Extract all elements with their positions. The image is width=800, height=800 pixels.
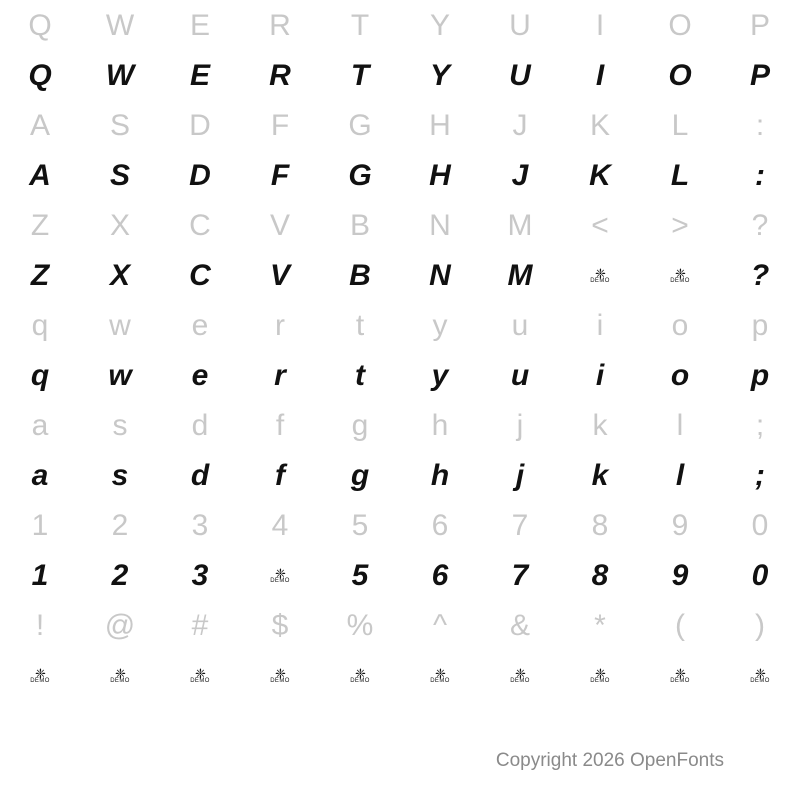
sample-glyph: U: [509, 59, 531, 92]
sample-row: [0, 152, 800, 200]
sample-glyph: t: [355, 359, 365, 392]
sample-glyph: ;: [755, 459, 765, 492]
reference-glyph: a: [31, 409, 49, 442]
reference-glyph: Z: [30, 209, 50, 242]
copyright-notice: Copyright 2026 OpenFonts: [495, 750, 724, 771]
sample-glyph: 2: [111, 559, 129, 592]
reference-glyph: @: [104, 609, 136, 642]
reference-glyph: %: [346, 609, 374, 642]
reference-glyph: p: [751, 309, 769, 342]
reference-glyph: j: [516, 409, 524, 442]
demo-flower-icon: ❈: [435, 666, 445, 681]
demo-label: DEMO: [430, 678, 450, 684]
sample-glyph: a: [31, 459, 49, 492]
sample-glyph: Z: [30, 259, 50, 292]
sample-glyph: 0: [751, 559, 769, 592]
sample-glyph: M: [507, 259, 533, 292]
sample-glyph: Q: [28, 59, 52, 92]
reference-glyph: t: [355, 309, 365, 342]
sample-row: [0, 652, 800, 700]
reference-glyph: ;: [755, 409, 765, 442]
demo-watermark-icon: [80, 652, 160, 700]
reference-glyph: D: [189, 109, 211, 142]
reference-glyph: d: [191, 409, 209, 442]
sample-glyph: i: [595, 359, 605, 392]
reference-glyph: T: [350, 9, 370, 42]
sample-glyph: f: [275, 459, 285, 492]
sample-glyph: W: [105, 59, 135, 92]
sample-glyph: 6: [431, 559, 449, 592]
sample-glyph: ?: [750, 259, 770, 292]
reference-glyph: V: [269, 209, 290, 242]
sample-glyph: l: [675, 459, 685, 492]
demo-watermark-icon: [480, 652, 560, 700]
reference-glyph: 4: [271, 509, 289, 542]
sample-glyph: k: [591, 459, 609, 492]
reference-row: [0, 100, 800, 152]
sample-glyph: :: [755, 159, 765, 192]
sample-glyph: K: [589, 159, 611, 192]
sample-glyph: g: [350, 459, 370, 492]
reference-glyph: H: [429, 109, 451, 142]
sample-glyph: e: [191, 359, 209, 392]
sample-glyph: H: [429, 159, 451, 192]
demo-watermark-icon: [240, 652, 320, 700]
reference-glyph: f: [275, 409, 285, 442]
demo-watermark-icon: [240, 552, 320, 600]
sample-glyph: 5: [351, 559, 369, 592]
demo-flower-icon: ❈: [195, 666, 205, 681]
demo-watermark-icon: [400, 652, 480, 700]
sample-glyph: V: [269, 259, 290, 292]
reference-glyph: ): [755, 609, 765, 642]
reference-row: [0, 200, 800, 252]
demo-label: DEMO: [350, 678, 370, 684]
reference-glyph: <: [591, 209, 609, 242]
demo-label: DEMO: [510, 678, 530, 684]
sample-glyph: X: [109, 259, 130, 292]
reference-row: [0, 500, 800, 552]
demo-watermark-icon: [560, 252, 640, 300]
demo-label: DEMO: [30, 678, 50, 684]
sample-glyph: E: [189, 59, 210, 92]
sample-glyph: P: [749, 59, 770, 92]
sample-glyph: d: [190, 459, 210, 492]
demo-watermark-icon: [0, 652, 80, 700]
reference-glyph: L: [671, 109, 689, 142]
reference-glyph: &: [509, 609, 530, 642]
demo-label: DEMO: [750, 678, 770, 684]
reference-glyph: 5: [351, 509, 369, 542]
reference-glyph: g: [351, 409, 369, 442]
reference-glyph: K: [589, 109, 610, 142]
reference-glyph: !: [35, 609, 45, 642]
reference-glyph: A: [29, 109, 50, 142]
reference-glyph: y: [432, 309, 448, 342]
reference-glyph: P: [749, 9, 770, 42]
sample-glyph: s: [111, 459, 129, 492]
sample-glyph: 3: [191, 559, 209, 592]
reference-glyph: U: [509, 9, 531, 42]
reference-glyph: *: [594, 609, 606, 642]
demo-flower-icon: ❈: [675, 666, 685, 681]
reference-glyph: B: [349, 209, 370, 242]
reference-glyph: G: [348, 109, 372, 142]
sample-glyph: 8: [591, 559, 609, 592]
sample-glyph: T: [350, 59, 370, 92]
reference-glyph: k: [592, 409, 608, 442]
sample-glyph: 7: [511, 559, 529, 592]
reference-glyph: r: [275, 309, 285, 342]
demo-watermark-icon: [720, 652, 800, 700]
sample-glyph: q: [30, 359, 50, 392]
reference-glyph: I: [595, 9, 605, 42]
demo-watermark-icon: [640, 652, 720, 700]
sample-glyph: C: [189, 259, 211, 292]
reference-glyph: w: [109, 309, 131, 342]
reference-glyph: 1: [31, 509, 49, 542]
reference-glyph: (: [675, 609, 685, 642]
sample-row: [0, 252, 800, 300]
sample-glyph: N: [429, 259, 451, 292]
sample-glyph: B: [349, 259, 371, 292]
reference-glyph: 7: [511, 509, 529, 542]
demo-flower-icon: ❈: [675, 266, 685, 281]
sample-glyph: o: [670, 359, 690, 392]
reference-glyph: C: [189, 209, 211, 242]
reference-glyph: 6: [431, 509, 449, 542]
sample-glyph: F: [270, 159, 290, 192]
sample-glyph: I: [595, 59, 605, 92]
reference-glyph: 9: [671, 509, 689, 542]
reference-glyph: ^: [432, 609, 448, 642]
sample-glyph: p: [750, 359, 770, 392]
reference-row: [0, 600, 800, 652]
reference-glyph: E: [189, 9, 210, 42]
reference-glyph: ?: [751, 209, 769, 242]
demo-watermark-icon: [320, 652, 400, 700]
sample-row: [0, 352, 800, 400]
reference-glyph: W: [105, 9, 135, 42]
demo-label: DEMO: [670, 278, 690, 284]
sample-glyph: 1: [31, 559, 49, 592]
sample-glyph: u: [510, 359, 530, 392]
reference-glyph: 3: [191, 509, 209, 542]
demo-label: DEMO: [190, 678, 210, 684]
reference-glyph: h: [431, 409, 449, 442]
demo-label: DEMO: [110, 678, 130, 684]
demo-flower-icon: ❈: [35, 666, 45, 681]
reference-glyph: O: [668, 9, 692, 42]
reference-glyph: >: [671, 209, 689, 242]
reference-glyph: #: [191, 609, 209, 642]
reference-glyph: R: [269, 9, 291, 42]
reference-glyph: 2: [111, 509, 129, 542]
sample-glyph: A: [29, 159, 51, 192]
sample-glyph: j: [515, 459, 525, 492]
demo-label: DEMO: [590, 278, 610, 284]
sample-glyph: R: [269, 59, 291, 92]
reference-row: [0, 400, 800, 452]
sample-row: [0, 552, 800, 600]
reference-glyph: F: [270, 109, 290, 142]
sample-glyph: J: [511, 159, 529, 192]
sample-row: [0, 52, 800, 100]
sample-row: [0, 452, 800, 500]
reference-glyph: i: [596, 309, 604, 342]
sample-glyph: L: [670, 159, 690, 192]
demo-watermark-icon: [160, 652, 240, 700]
demo-flower-icon: ❈: [515, 666, 525, 681]
demo-watermark-icon: [560, 652, 640, 700]
reference-glyph: 8: [591, 509, 609, 542]
sample-glyph: G: [348, 159, 372, 192]
demo-label: DEMO: [670, 678, 690, 684]
reference-glyph: 0: [751, 509, 769, 542]
sample-glyph: r: [274, 359, 286, 392]
reference-glyph: S: [109, 109, 130, 142]
sample-glyph: D: [189, 159, 211, 192]
reference-glyph: l: [676, 409, 684, 442]
sample-glyph: 9: [671, 559, 689, 592]
demo-flower-icon: ❈: [115, 666, 125, 681]
reference-glyph: q: [31, 309, 49, 342]
sample-glyph: y: [431, 359, 449, 392]
reference-glyph: e: [191, 309, 209, 342]
reference-glyph: u: [511, 309, 529, 342]
reference-glyph: J: [512, 109, 528, 142]
sample-glyph: S: [109, 159, 130, 192]
demo-flower-icon: ❈: [275, 666, 285, 681]
demo-watermark-icon: [640, 252, 720, 300]
demo-label: DEMO: [590, 678, 610, 684]
reference-glyph: s: [112, 409, 128, 442]
demo-flower-icon: ❈: [595, 666, 605, 681]
reference-row: [0, 0, 800, 52]
reference-glyph: Y: [429, 9, 450, 42]
demo-label: DEMO: [270, 578, 290, 584]
demo-label: DEMO: [270, 678, 290, 684]
demo-flower-icon: ❈: [755, 666, 765, 681]
sample-glyph: O: [668, 59, 692, 92]
sample-glyph: w: [108, 359, 132, 392]
reference-glyph: N: [429, 209, 451, 242]
demo-flower-icon: ❈: [355, 666, 365, 681]
reference-glyph: X: [109, 209, 130, 242]
sample-glyph: Y: [429, 59, 450, 92]
demo-flower-icon: ❈: [275, 566, 285, 581]
sample-glyph: h: [430, 459, 450, 492]
reference-row: [0, 300, 800, 352]
reference-glyph: :: [755, 109, 765, 142]
reference-glyph: $: [271, 609, 289, 642]
reference-glyph: o: [671, 309, 689, 342]
demo-flower-icon: ❈: [595, 266, 605, 281]
reference-glyph: Q: [28, 9, 52, 42]
reference-glyph: M: [507, 209, 533, 242]
